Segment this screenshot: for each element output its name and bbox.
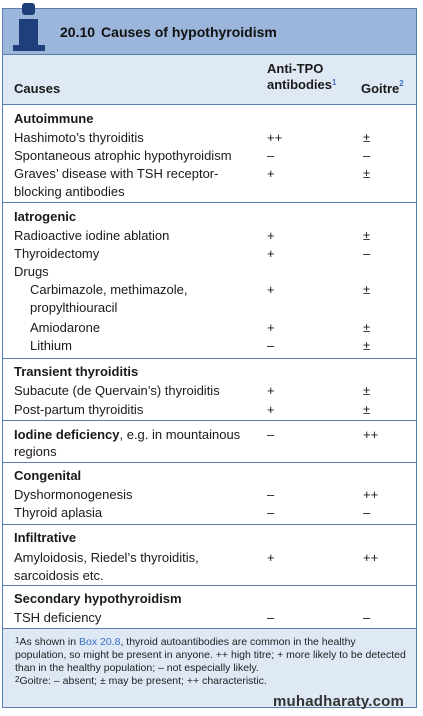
footnote-ref-2: 2 (399, 79, 404, 88)
table-header (3, 55, 416, 105)
section-congenital (3, 463, 416, 525)
table-row (3, 609, 416, 627)
table-row (3, 129, 416, 147)
tpo-cell: + (267, 282, 275, 297)
cause-cell: Carbimazole, methimazole, (30, 282, 188, 297)
section-iodine-deficiency (3, 421, 416, 463)
table-row (3, 263, 416, 281)
table-row (3, 245, 416, 263)
section-infiltrative (3, 525, 416, 586)
section-autoimmune (3, 105, 416, 203)
section-heading: Iatrogenic (14, 209, 77, 224)
goitre-cell: ± (363, 130, 371, 145)
cause-cell: Graves’ disease with TSH receptor- (14, 166, 219, 181)
goitre-cell: – (363, 148, 371, 163)
cause-cell: Dyshormonogenesis (14, 487, 133, 502)
cause-cell: propylthiouracil (30, 300, 118, 315)
section-transient-thyroiditis (3, 359, 416, 421)
tpo-cell: + (267, 550, 275, 565)
section-secondary-hypothyroidism (3, 586, 416, 629)
box-title-text: Causes of hypothyroidism (101, 24, 277, 40)
tpo-cell: + (267, 320, 275, 335)
footnote-1-text-cont: , thyroid autoantibodies are common in the healthy population, so might be present in anyone. ++ high titre; + more likely to be detected than in the healthy population; – not especially likely. (15, 636, 406, 674)
goitre-cell: ± (363, 338, 371, 353)
cause-cell: Lithium (30, 338, 72, 353)
footnote-ref-1: 1 (332, 78, 337, 87)
cause-cell: Amiodarone (30, 320, 101, 335)
table-row (3, 227, 416, 245)
table-row (3, 147, 416, 165)
goitre-cell: – (363, 505, 371, 520)
footnote-2-marker: 2 (15, 675, 20, 684)
goitre-cell: ± (363, 282, 371, 297)
tpo-cell: – (267, 610, 275, 625)
column-header-anti-tpo-line1: Anti-TPO (267, 61, 324, 76)
table-row (3, 319, 416, 337)
cause-cell: Thyroid aplasia (14, 505, 103, 520)
table-row (3, 549, 416, 567)
cause-cell: blocking antibodies (14, 184, 125, 199)
column-header-anti-tpo (267, 61, 336, 93)
cause-cell: TSH deficiency (14, 610, 102, 625)
section-heading: Infiltrative (14, 530, 77, 545)
goitre-cell: ± (363, 383, 371, 398)
section-heading-rest: , e.g. in mountainous (119, 427, 241, 442)
section-iatrogenic (3, 203, 416, 359)
table-row (3, 337, 416, 355)
info-icon (13, 3, 45, 51)
section-heading: Autoimmune (14, 111, 94, 126)
box-title (60, 24, 277, 40)
causes-of-hypothyroidism-box (2, 8, 417, 708)
tpo-cell: ++ (267, 130, 283, 145)
column-header-goitre-label: Goitre (361, 81, 400, 96)
column-header-causes: Causes (14, 81, 61, 96)
goitre-cell: ± (363, 320, 371, 335)
footnote-1-marker: 1 (15, 636, 20, 645)
goitre-cell: – (363, 246, 371, 261)
footnote-1 (15, 636, 406, 675)
cause-cell: regions (14, 444, 57, 459)
tpo-cell: – (267, 338, 275, 353)
tpo-cell: + (267, 166, 275, 181)
box-20-8-link[interactable]: Box 20.8 (78, 636, 121, 648)
tpo-cell: + (267, 228, 275, 243)
tpo-cell: + (267, 246, 275, 261)
table-row (3, 486, 416, 504)
table-row (3, 281, 416, 299)
table-row (3, 382, 416, 400)
cause-cell: Amyloidosis, Riedel’s thyroiditis, (14, 550, 199, 565)
tpo-cell: + (267, 402, 275, 417)
cause-cell: Drugs (14, 264, 49, 279)
goitre-cell: ++ (363, 550, 379, 565)
goitre-cell: ++ (363, 427, 379, 442)
goitre-cell: ± (363, 166, 371, 181)
cause-cell: Post-partum thyroiditis (14, 402, 144, 417)
column-header-goitre (361, 81, 404, 96)
footnote-2 (15, 675, 406, 688)
box-number: 20.10 (60, 24, 96, 40)
goitre-cell: ++ (363, 487, 379, 502)
section-heading: Secondary hypothyroidism (14, 591, 182, 606)
cause-cell: Thyroidectomy (14, 246, 100, 261)
goitre-cell: ± (363, 402, 371, 417)
tpo-cell: – (267, 505, 275, 520)
section-heading: Transient thyroiditis (14, 364, 139, 379)
cause-cell: Hashimoto’s thyroiditis (14, 130, 144, 145)
cause-cell: Radioactive iodine ablation (14, 228, 170, 243)
table-row (3, 443, 416, 461)
goitre-cell: ± (363, 228, 371, 243)
cause-cell: Spontaneous atrophic hypothyroidism (14, 148, 232, 163)
table-row (3, 183, 416, 201)
footnote-2-text: Goitre: – absent; ± may be present; ++ characteristic. (19, 675, 267, 687)
tpo-cell: + (267, 383, 275, 398)
column-header-anti-tpo-line2: antibodies (267, 77, 333, 92)
watermark: muhadharaty.com (273, 693, 405, 710)
table-row (3, 299, 416, 317)
footnote-1-text: As shown in (19, 636, 79, 648)
cause-cell: Subacute (de Quervain’s) thyroiditis (14, 383, 220, 398)
table-row (3, 401, 416, 419)
section-heading: Iodine deficiency (14, 427, 120, 442)
tpo-cell: – (267, 148, 275, 163)
tpo-cell: – (267, 487, 275, 502)
table-row (3, 165, 416, 183)
cause-cell (14, 426, 240, 443)
table-row (3, 426, 416, 444)
section-heading: Congenital (14, 468, 82, 483)
tpo-cell: – (267, 427, 275, 442)
table-row (3, 567, 416, 585)
goitre-cell: – (363, 610, 371, 625)
cause-cell: sarcoidosis etc. (14, 568, 104, 583)
box-title-bar (3, 9, 416, 55)
table-row (3, 504, 416, 522)
